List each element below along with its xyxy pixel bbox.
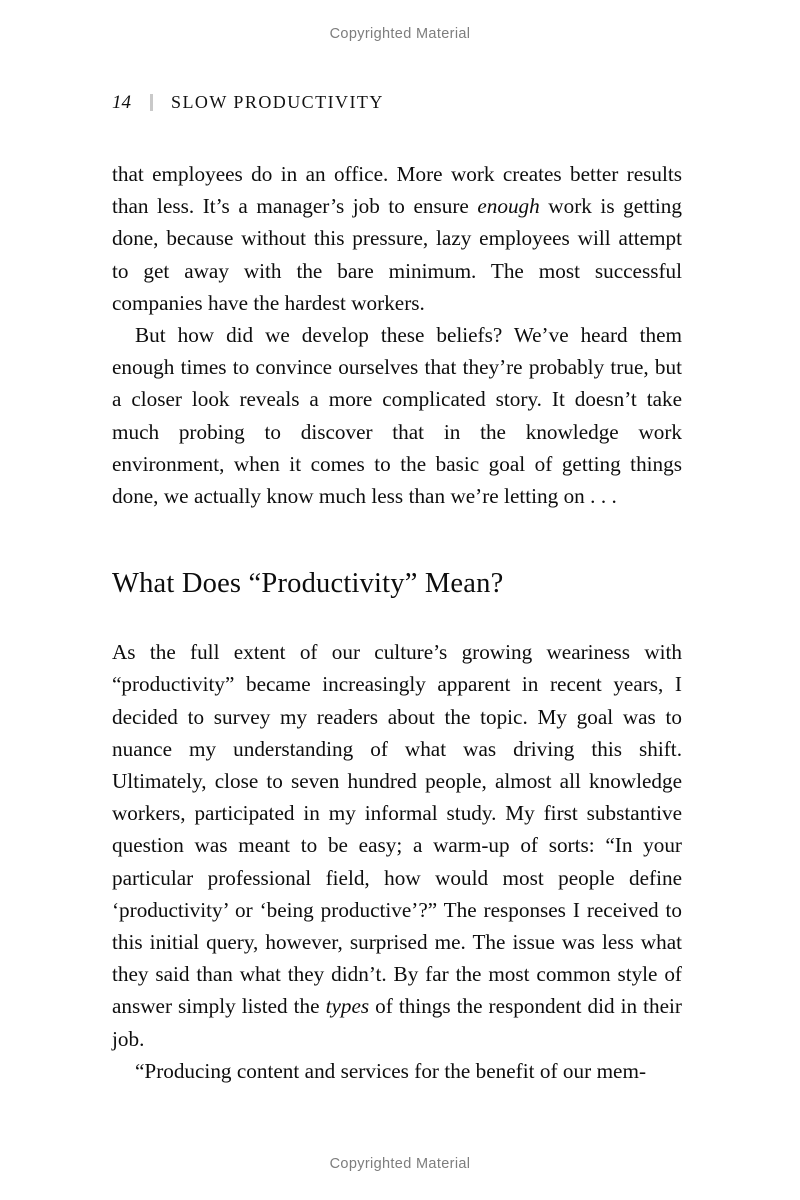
paragraph-1-part-1: that employees do in an office. More work creates better results than less. It’s a manager’s job to ensure <box>112 162 682 219</box>
text-column <box>112 158 682 1087</box>
running-head <box>112 90 384 114</box>
paragraph-1-part-2: work is getting done, because without this pressure, lazy employees will attempt to get away with the bare minimum. The most successful companies have the hardest workers. <box>112 194 682 315</box>
paragraph-4: “Producing content and services for the benefit of our mem- <box>135 1058 646 1083</box>
paragraph-2: But how did we develop these beliefs? We’ve heard them enough times to convince ourselves that they’re probably true, but a closer look reveals a more complicated story. It doesn’t take much probing to discover that in the knowledge work environment, when it comes to the basic goal of getting things done, we actually know much less than we’re letting on . . . <box>112 323 682 509</box>
running-head-divider <box>150 94 153 111</box>
heading-spacer-below <box>112 601 682 636</box>
paragraph-3-part-2: of things the respondent did in their job. <box>112 994 682 1051</box>
paragraph-3 <box>112 636 682 1055</box>
copyright-watermark-top: Copyrighted Material <box>329 26 471 42</box>
page-number: 14 <box>112 91 131 113</box>
heading-spacer-above <box>112 512 682 567</box>
section-heading: What Does “Productivity” Mean? <box>112 568 504 600</box>
copyright-watermark-bottom: Copyrighted Material <box>329 1156 471 1172</box>
paragraph-continuation <box>112 158 682 319</box>
paragraph-3-part-1: As the full extent of our culture’s growing weariness with “productivity” became increasingly apparent in recent years, I decided to survey my readers about the topic. My goal was to nuance my understanding of what was driving this shift. Ultimately, close to seven hundred people, almost all knowledge workers, participated in my informal study. My first substantive question was meant to be easy; a warm-up of sorts: “In your particular professional field, how would most people define ‘productivity’ or ‘being productive’?” The responses I received to this initial query, however, surprised me. The issue was less what they said than what they didn’t. By far the most common style of answer simply listed the <box>112 640 682 1019</box>
paragraph-3-emphasis: types <box>325 994 370 1019</box>
paragraph-1-emphasis: enough <box>477 194 540 219</box>
book-title: SLOW PRODUCTIVITY <box>171 91 384 112</box>
